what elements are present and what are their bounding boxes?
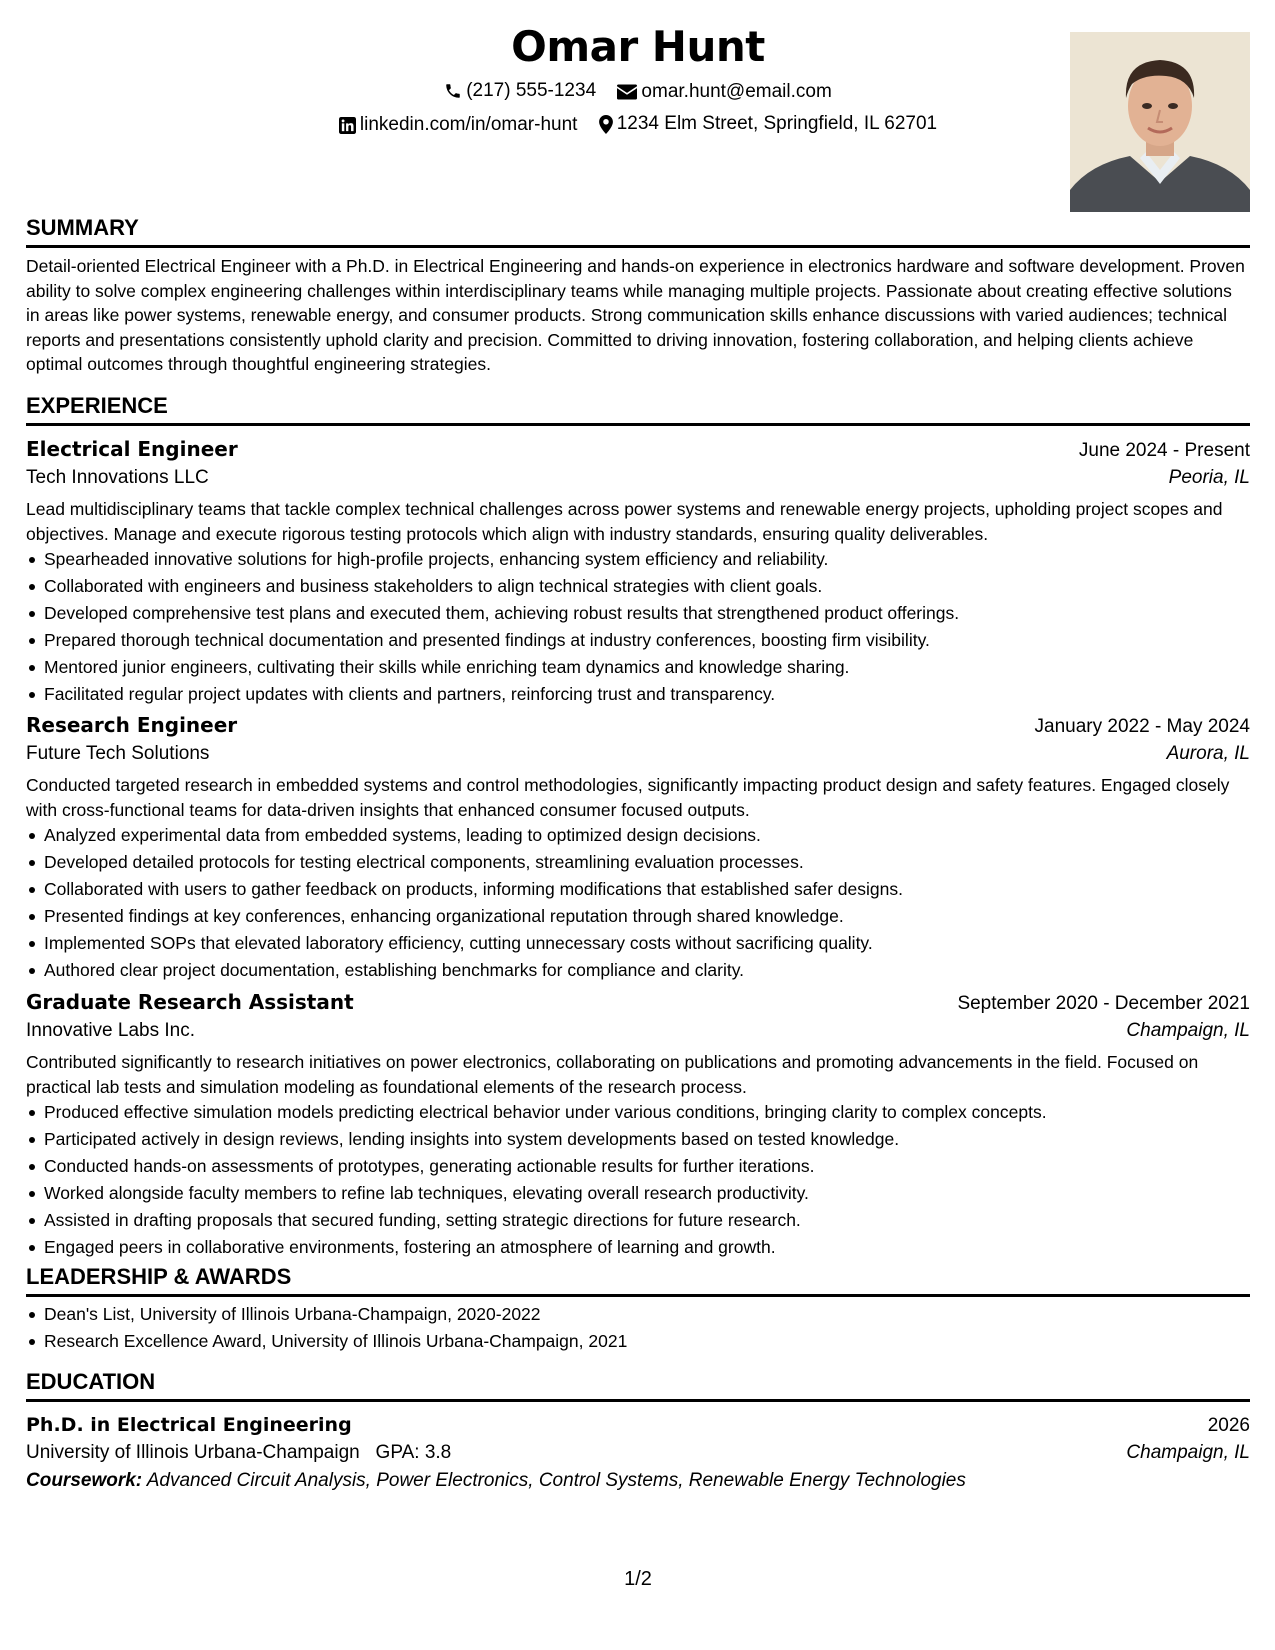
email-text: omar.hunt@email.com: [641, 81, 832, 102]
job-title: Graduate Research Assistant: [26, 990, 354, 1014]
candidate-name: Omar Hunt: [511, 22, 765, 71]
job-company-row: [26, 1020, 1250, 1042]
map-pin-icon: [599, 115, 613, 134]
awards-list: [26, 1301, 1250, 1355]
job-location: Champaign, IL: [1126, 1020, 1250, 1041]
job-dates: September 2020 - December 2021: [957, 993, 1250, 1014]
list-item: Developed detailed protocols for testing electrical components, streamlining evaluation processes.: [26, 849, 1250, 876]
resume-header: [26, 22, 1250, 212]
experience-entry: [26, 713, 1250, 984]
job-company: Future Tech Solutions: [26, 743, 210, 764]
profile-photo: [1070, 32, 1250, 212]
list-item: Dean's List, University of Illinois Urbana-Champaign, 2020-2022: [26, 1301, 1250, 1328]
list-item: Produced effective simulation models predicting electrical behavior under various conditions, bringing clarity to complex concepts.: [26, 1099, 1250, 1126]
linkedin-icon: [339, 117, 356, 134]
job-bullets: [26, 1099, 1250, 1261]
job-company: Innovative Labs Inc.: [26, 1020, 195, 1041]
contact-line-2: [26, 113, 1250, 140]
job-bullets: [26, 822, 1250, 984]
coursework-list: Advanced Circuit Analysis, Power Electronics, Control Systems, Renewable Energy Technologies: [146, 1470, 966, 1491]
phone-text: (217) 555-1234: [466, 80, 597, 101]
experience-entry: [26, 437, 1250, 708]
list-item: Developed comprehensive test plans and executed them, achieving robust results that strengthened product offerings.: [26, 600, 1250, 627]
coursework: [26, 1470, 1250, 1492]
job-title: Research Engineer: [26, 713, 238, 737]
list-item: Worked alongside faculty members to refine lab techniques, elevating overall research productivity.: [26, 1180, 1250, 1207]
phone-icon: [444, 82, 462, 100]
list-item: Mentored junior engineers, cultivating their skills while enriching team dynamics and knowledge sharing.: [26, 654, 1250, 681]
list-item: Facilitated regular project updates with clients and partners, reinforcing trust and transparency.: [26, 681, 1250, 708]
job-dates: January 2022 - May 2024: [1034, 716, 1250, 737]
summary-heading: SUMMARY: [26, 215, 1250, 248]
experience-heading: EXPERIENCE: [26, 393, 1250, 426]
education-heading: EDUCATION: [26, 1369, 1250, 1402]
gpa: GPA: 3.8: [375, 1442, 452, 1463]
coursework-label: Coursework:: [26, 1470, 143, 1491]
school-info: [26, 1442, 451, 1464]
job-location: Aurora, IL: [1166, 743, 1250, 764]
list-item: Authored clear project documentation, establishing benchmarks for compliance and clarity.: [26, 957, 1250, 984]
list-item: Assisted in drafting proposals that secured funding, setting strategic directions for future research.: [26, 1207, 1250, 1234]
list-item: Conducted hands-on assessments of prototypes, generating actionable results for further iterations.: [26, 1153, 1250, 1180]
envelope-icon: [617, 84, 637, 100]
contact-line-1: [26, 80, 1250, 106]
graduation-year: 2026: [1207, 1415, 1250, 1436]
experience-entry: [26, 990, 1250, 1261]
list-item: Engaged peers in collaborative environments, fostering an atmosphere of learning and growth.: [26, 1234, 1250, 1261]
list-item: Collaborated with users to gather feedback on products, informing modifications that established safer designs.: [26, 876, 1250, 903]
summary-text: Detail-oriented Electrical Engineer with a Ph.D. in Electrical Engineering and hands-on experience in electronics hardware and software development. Proven ability to solve complex engineering challenges within interdisciplinary teams while managing multiple projects. Passionate about creating effective solutions in areas like power systems, renewable energy, and consumer products. Strong communication skills enhance discussions with varied audiences; technical reports and presentations consistently uphold clarity and precision. Committed to driving innovation, fostering collaboration, and helping clients achieve optimal outcomes through thoughtful engineering strategies.: [26, 256, 1245, 374]
job-dates: June 2024 - Present: [1078, 440, 1250, 461]
job-description: Lead multidisciplinary teams that tackle complex technical challenges across power systems and renewable energy projects, upholding project scopes and objectives. Manage and execute rigorous testing protocols which align with industry standards, ensuring quality deliverables.: [26, 499, 1223, 544]
portrait-photo-icon: [1070, 32, 1250, 212]
list-item: Research Excellence Award, University of Illinois Urbana-Champaign, 2021: [26, 1328, 1250, 1355]
job-company: Tech Innovations LLC: [26, 467, 209, 488]
job-description: Contributed significantly to research initiatives on power electronics, collaborating on publications and promoting advancements in the field. Focused on practical lab tests and simulation modeling as foundational elements of the research process.: [26, 1052, 1199, 1097]
job-header-row: [26, 990, 1250, 1015]
list-item: Implemented SOPs that elevated laboratory efficiency, cutting unnecessary costs without sacrificing quality.: [26, 930, 1250, 957]
job-company-row: [26, 743, 1250, 765]
job-bullets: [26, 546, 1250, 708]
list-item: Spearheaded innovative solutions for high-profile projects, enhancing system efficiency and reliability.: [26, 546, 1250, 573]
education-entry: [26, 1414, 1250, 1492]
school-row: [26, 1442, 1250, 1464]
resume-page: [26, 0, 1250, 1650]
list-item: Collaborated with engineers and business stakeholders to align technical strategies with client goals.: [26, 573, 1250, 600]
phone-contact[interactable]: [444, 80, 596, 102]
address-contact: [599, 113, 937, 135]
list-item: Presented findings at key conferences, enhancing organizational reputation through shared knowledge.: [26, 903, 1250, 930]
job-description: Conducted targeted research in embedded systems and control methodologies, significantly impacting product design and safety features. Engaged closely with cross-functional teams for data-driven insights that enhanced consumer focused outputs.: [26, 775, 1230, 820]
email-contact[interactable]: [617, 81, 831, 103]
list-item: Analyzed experimental data from embedded systems, leading to optimized design decisions.: [26, 822, 1250, 849]
linkedin-text: linkedin.com/in/omar-hunt: [359, 114, 578, 135]
degree-row: [26, 1414, 1250, 1437]
degree-title: Ph.D. in Electrical Engineering: [26, 1414, 352, 1436]
job-location: Peoria, IL: [1168, 467, 1250, 488]
leadership-heading: LEADERSHIP & AWARDS: [26, 1264, 1250, 1297]
job-title: Electrical Engineer: [26, 437, 238, 461]
list-item: Prepared thorough technical documentation and presented findings at industry conferences, boosting firm visibility.: [26, 627, 1250, 654]
job-company-row: [26, 467, 1250, 489]
school-location: Champaign, IL: [1126, 1442, 1250, 1463]
page-number: 1/2: [624, 1568, 652, 1590]
job-header-row: [26, 713, 1250, 738]
linkedin-contact[interactable]: [339, 114, 578, 136]
job-header-row: [26, 437, 1250, 462]
list-item: Participated actively in design reviews, lending insights into system developments based on tested knowledge.: [26, 1126, 1250, 1153]
school-name: University of Illinois Urbana-Champaign: [26, 1442, 360, 1463]
address-text: 1234 Elm Street, Springfield, IL 62701: [616, 113, 938, 134]
